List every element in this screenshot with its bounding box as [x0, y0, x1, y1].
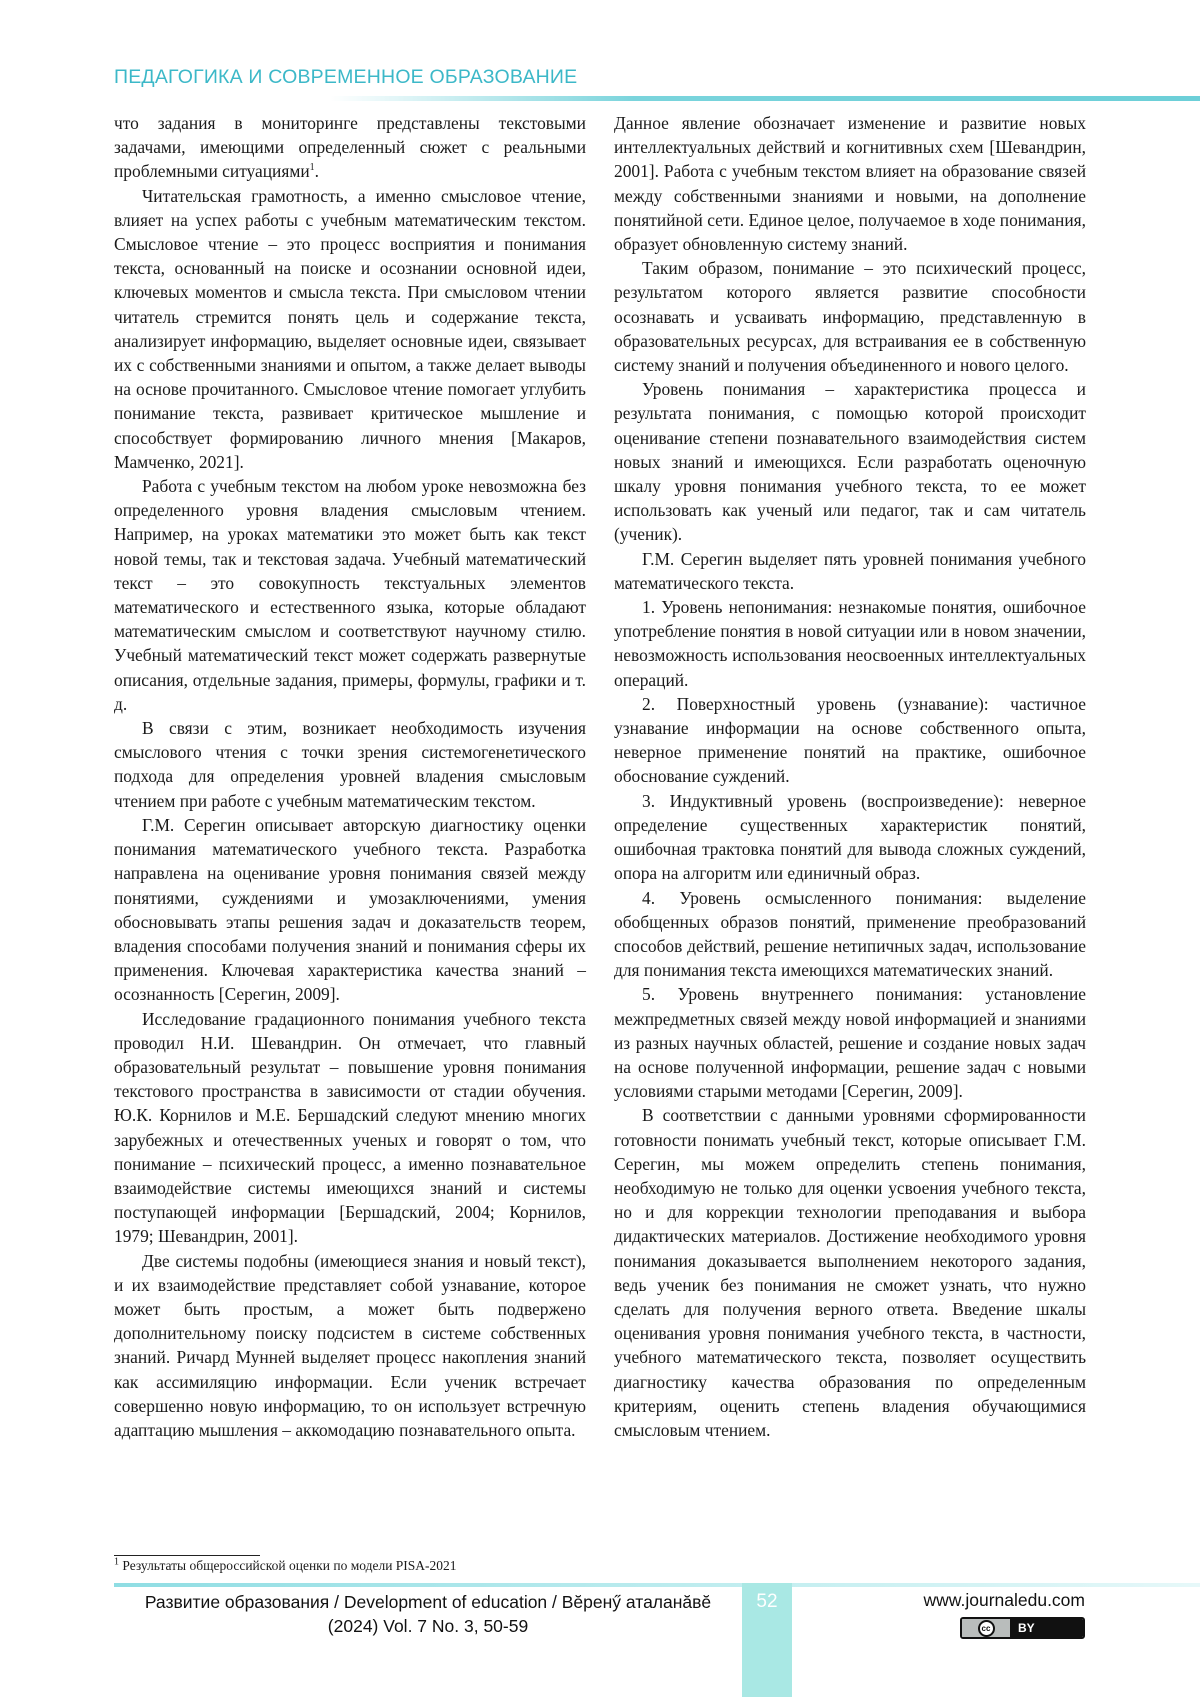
footer-strip	[114, 1583, 1200, 1587]
journal-volume: (2024) Vol. 7 No. 3, 50-59	[327, 1616, 529, 1636]
paragraph-end: .	[314, 161, 320, 182]
list-item: 5. Уровень внутреннего понимания: установление межпредметных связей между новой информацией и знаниями из разных научных областей, решение и создание новых задач на основе полученной информации, решение задач с новыми условиями старыми методами [Серегин, 2009].	[614, 984, 1086, 1102]
paragraph: В связи с этим, возникает необходимость изучения смыслового чтения с точки зрения системогенетического подхода для определения уровней владения смысловым чтением при работе с учебным математическим текстом.	[114, 718, 586, 811]
running-title: ПЕДАГОГИКА И СОВРЕМЕННОЕ ОБРАЗОВАНИЕ	[114, 66, 578, 88]
cc-icon: cc	[978, 1620, 995, 1637]
journal-website-link[interactable]: www.journaledu.com	[923, 1590, 1085, 1610]
list-item: 3. Индуктивный уровень (воспроизведение): неверное определение существенных характеристик понятий, ошибочная трактовка понятий для вывода сложных суждений, опора на алгоритм или единичный образ.	[614, 790, 1086, 884]
right-column	[614, 111, 1086, 1442]
footnote-text: Результаты общероссийской оценки по модели PISA-2021	[119, 1558, 457, 1573]
paragraph: Г.М. Серегин описывает авторскую диагностику оценки понимания математического учебного текста. Разработка направлена на оценивание уровня понимания связей между понятиями, суждениями и умозаключениями, умения обосновывать этапы решения задач и доказательств теорем, владения способами получения знаний и понимания сферы их применения. Ключевая характеристика качества знаний – осознанность [Серегин, 2009].	[114, 814, 586, 1005]
paragraph: Работа с учебным текстом на любом уроке невозможна без определенного уровня владения смысловым чтением. Например, на уроках математики это может быть как текст новой темы, так и текстовая задача. Учебный математический текст – это совокупность текстуальных элементов математического и естественного языка, которые обладают математическим смыслом и соответствуют научному стилю. Учебный математический текст может содержать развернутые описания, отдельные задания, примеры, формулы, графики и т. д.	[114, 476, 586, 714]
paragraph: Г.М. Серегин выделяет пять уровней понимания учебного математического текста.	[614, 548, 1086, 593]
footnote-mark: 1	[114, 1556, 119, 1568]
header-rule	[330, 96, 1200, 101]
list-item: 2. Поверхностный уровень (узнавание): частичное узнавание информации на основе собственного опыта, неверное применение понятий на практике, ошибочное обоснование суждений.	[614, 693, 1086, 787]
paragraph: Уровень понимания – характеристика процесса и результата понимания, с помощью которой происходит оценивание степени познавательного взаимодействия систем новых знаний и имеющихся. Если разработать оценочную шкалу уровня понимания учебного текста, то ее может использовать как ученый или педагог, так и сам читатель (ученик).	[614, 379, 1086, 545]
paragraph: Таким образом, понимание – это психический процесс, результатом которого является развитие способности осознавать и усваивать информацию, представленную в образовательных ресурсах, для встраивания ее в собственную систему знаний и получения объединенного и нового целого.	[614, 258, 1086, 376]
paragraph: Две системы подобны (имеющиеся знания и новый текст), и их взаимодействие представляет собой узнавание, которое может быть простым, а может быть подвержено дополнительному поиску подсистем в системе собственных знаний. Ричард Мунней выделяет процесс накопления знаний как ассимиляцию информации. Если ученик встречает совершенно новую информацию, то он использует встречную адаптацию мышления – аккомодацию познавательного опыта.	[114, 1250, 586, 1440]
footnote	[114, 1557, 586, 1575]
list-item: 1. Уровень непонимания: незнакомые понятия, ошибочное употребление понятия в новой ситуации или в новом значении, невозможность использования неосвоенных интеллектуальных операций.	[614, 597, 1086, 690]
footnote-ref[interactable]: 1	[309, 162, 315, 174]
page-number: 52	[756, 1591, 778, 1612]
list-item: 4. Уровень осмысленного понимания: выделение обобщенных образов понятий, применение преобразований способов действий, решение нетипичных задач, использование для понимания текста имеющихся математических знаний.	[614, 887, 1086, 981]
paragraph: Читательская грамотность, а именно смысловое чтение, влияет на успех работы с учебным математическим текстом. Смысловое чтение – это процесс восприятия и понимания текста, основанный на поиске и осознании основной идеи, ключевых моментов и смысла текста. При смысловом чтении читатель стремится понять цель и содержание текста, анализирует информацию, выделяет основные идеи, связывает их с собственными знаниями и опытом, а также делает выводы на основе прочитанного. Смысловое чтение помогает углубить понимание текста, развивает критическое мышление и способствует формированию личного мнения [Макаров, Мамченко, 2021].	[114, 185, 586, 472]
left-column	[114, 111, 586, 1442]
paragraph-text: что задания в мониторинге представлены текстовыми задачами, имеющими определенный сюжет с реальными проблемными ситуациями	[114, 113, 586, 182]
journal-citation	[114, 1590, 742, 1638]
paragraph: Исследование градационного понимания учебного текста проводил Н.И. Шевандрин. Он отмечает, что главный образовательный результат – повышение уровня понимания текстового пространства в зависимости от стадии обучения. Ю.К. Корнилов и М.Е. Бершадский следуют мнению многих зарубежных и отечественных ученых и говорят о том, что понимание – психический процесс, а именно познавательное взаимодействие системы имеющихся знаний и системы поступающей информации [Бершадский, 2004; Корнилов, 1979; Шевандрин, 2001].	[114, 1008, 586, 1247]
paragraph: Данное явление обозначает изменение и развитие новых интеллектуальных действий и когнитивных схем [Шевандрин, 2001]. Работа с учебным текстом влияет на образование связей между собственными знаниями и новыми, на дополнение понятийной сети. Единое целое, получаемое в ходе понимания, образует обновленную систему знаний.	[614, 113, 1086, 255]
by-label: BY	[1010, 1619, 1083, 1637]
cc-by-license-badge[interactable]	[960, 1617, 1085, 1639]
paragraph: В соответствии с данными уровнями сформированности готовности понимать учебный текст, которые описывает Г.М. Серегин, мы можем определить степень понимания, необходимую не только для оценки усвоения учебного текста, но и для коррекции технологии преподавания и выбора дидактических материалов. Достижение необходимого уровня понимания доказывается выполнением некоторого задания, ведь ученик без понимания не сможет узнать, что нужно сделать для получения верного ответа. Введение шкалы оценивания уровня понимания учебного текста, в частности, учебного математического текста, позволяет осуществить диагностику качества образования по определенным критериям, оценить степень владения обучающимися смысловым чтением.	[614, 1105, 1086, 1440]
journal-title: Развитие образования / Development of education / Вĕренӳ аталанăвĕ	[144, 1592, 712, 1612]
paragraph	[114, 111, 586, 184]
cc-icon-area	[962, 1619, 1010, 1637]
footnote-rule	[114, 1555, 260, 1556]
